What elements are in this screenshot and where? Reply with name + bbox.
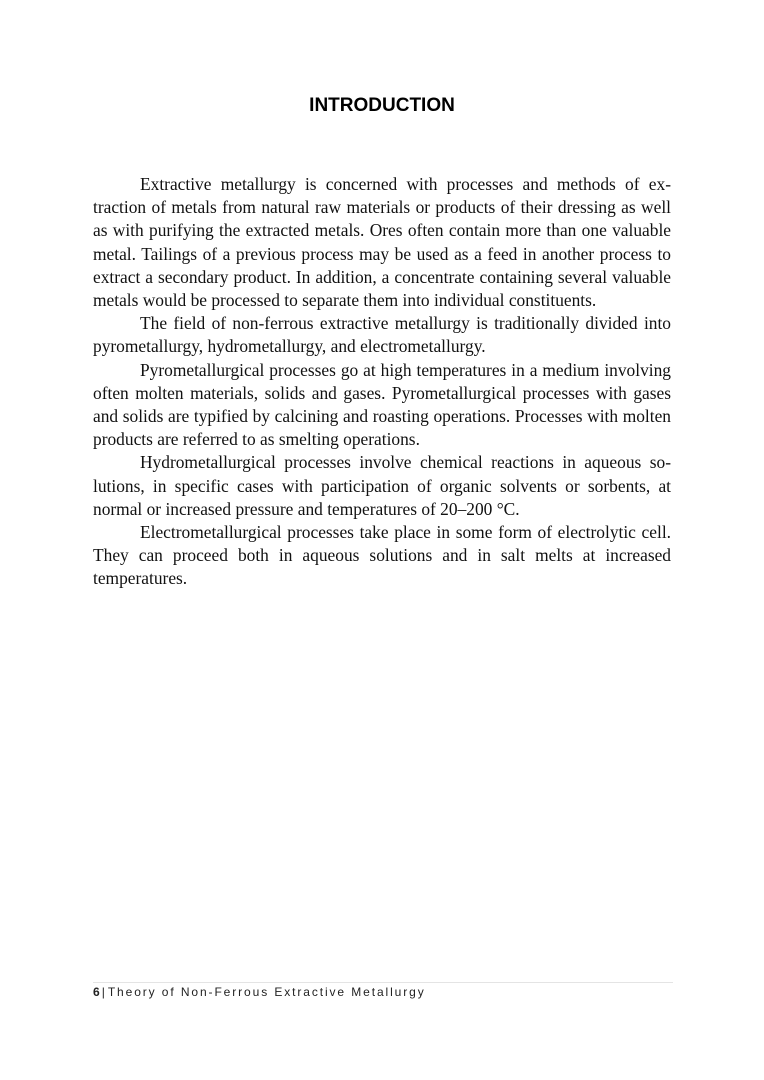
paragraph-field-division: The field of non-ferrous extractive metallurgy is traditionally divided into pyrometallurgy, hydrometallurgy, and electrometallurgy. — [93, 313, 671, 357]
paragraph-electrometallurgy: Electrometallurgical processes take place in some form of electrolytic cell. They can proceed both in aqueous solutions and in salt melts at increased temperatures. — [93, 522, 671, 589]
paragraph-pyrometallurgy: Pyrometallurgical processes go at high temperatures in a medium involving often molten materials, solids and gases. Pyrometallurgical processes with gases and solids are typified by calcining and roasting operations. Processes with molten products are referred to as smelting operations. — [93, 359, 671, 450]
paragraph-hydrometallurgy: Hydrometallurgical processes involve chemical reactions in aqueous solutions, in specific cases with participation of organic solvents or sorbents, at normal or increased pressure and temperatures of 20–200 °C. — [93, 452, 671, 519]
footer-divider — [93, 982, 673, 983]
running-title: Theory of Non-Ferrous Extractive Metallurgy — [107, 985, 426, 999]
page-footer — [93, 985, 673, 999]
footer-separator: | — [101, 985, 105, 999]
page-number: 6 — [93, 985, 100, 999]
page-title: INTRODUCTION — [309, 95, 455, 116]
paragraph-extractive-metallurgy: Extractive metallurgy is concerned with processes and methods of extraction of metals from natural raw materials or products of their dressing as well as with purifying the extracted metals. Ores often contain more than one valuable metal. Tailings of a previous process may be used as a feed in another process to extract a secondary product. In addition, a concentrate containing several valuable metals would be processed to separate them into individual constituents. — [93, 174, 671, 311]
body-text — [93, 173, 671, 591]
